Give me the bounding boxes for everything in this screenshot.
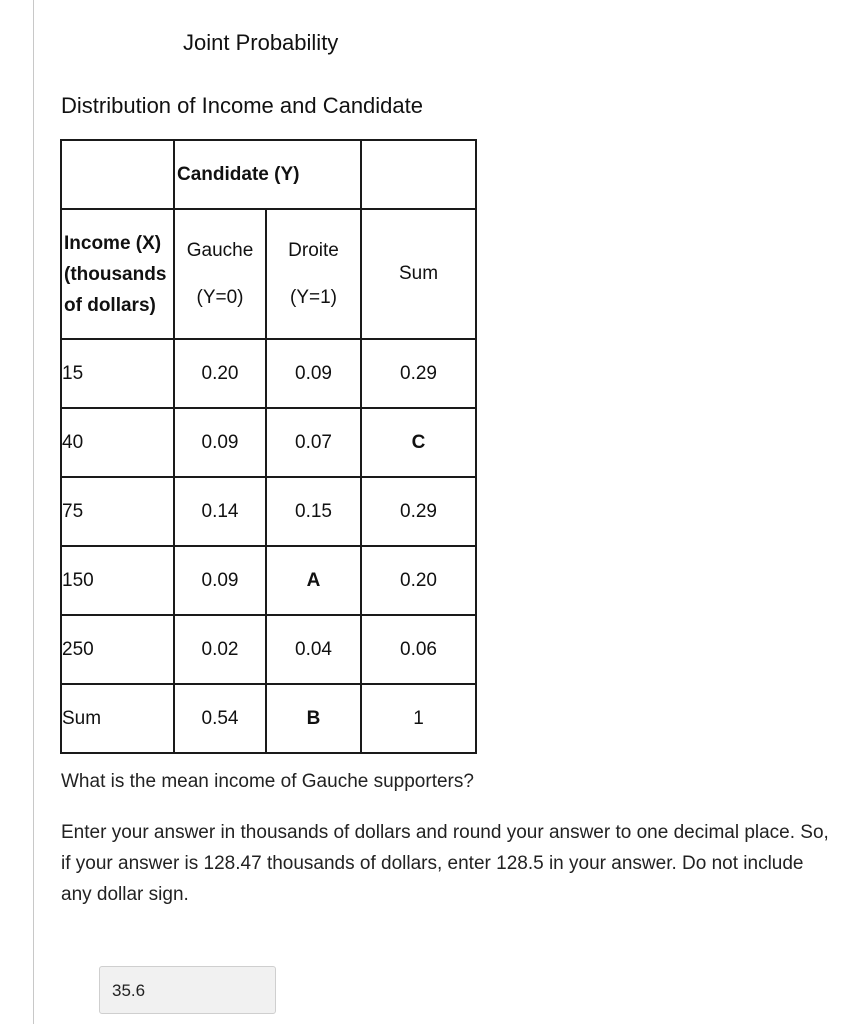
table-row bbox=[61, 615, 476, 684]
row-label: 150 bbox=[61, 546, 174, 615]
sum-cell: 1 bbox=[361, 684, 476, 753]
gauche-name: Gauche bbox=[186, 240, 254, 261]
gauche-cell: 0.09 bbox=[174, 408, 266, 477]
income-label-line: of dollars) bbox=[64, 294, 156, 316]
table-row bbox=[61, 477, 476, 546]
droite-code: (Y=1) bbox=[290, 287, 337, 308]
gauche-cell: 0.02 bbox=[174, 615, 266, 684]
candidate-label: Candidate (Y) bbox=[177, 163, 300, 185]
candidate-header-cell bbox=[174, 140, 361, 209]
row-label: 75 bbox=[61, 477, 174, 546]
empty-header-cell bbox=[361, 140, 476, 209]
gauche-cell: 0.14 bbox=[174, 477, 266, 546]
gauche-cell: 0.54 bbox=[174, 684, 266, 753]
table-row bbox=[61, 339, 476, 408]
sum-cell-unknown-c: C bbox=[361, 408, 476, 477]
answer-input[interactable]: 35.6 bbox=[99, 966, 276, 1014]
droite-cell: 0.09 bbox=[266, 339, 361, 408]
gauche-cell: 0.20 bbox=[174, 339, 266, 408]
page-heading: Joint Probability bbox=[183, 30, 339, 55]
droite-cell-unknown-a: A bbox=[266, 546, 361, 615]
question-text: What is the mean income of Gauche supporters? bbox=[61, 771, 474, 792]
droite-cell: 0.07 bbox=[266, 408, 361, 477]
row-label: 40 bbox=[61, 408, 174, 477]
sum-cell: 0.29 bbox=[361, 339, 476, 408]
gauche-header-cell bbox=[174, 209, 266, 339]
income-label-line: (thousands bbox=[64, 263, 167, 285]
income-header-cell bbox=[61, 209, 174, 339]
sum-cell: 0.20 bbox=[361, 546, 476, 615]
droite-cell-unknown-b: B bbox=[266, 684, 361, 753]
instructions-text: Enter your answer in thousands of dollars and round your answer to one decimal place. So, if your answer is 128.47 thousands of dollars, enter 128.5 in your answer. Do not include any dollar sign. bbox=[61, 822, 829, 905]
droite-name: Droite bbox=[288, 240, 339, 261]
gauche-code: (Y=0) bbox=[196, 287, 244, 308]
table-sum-row bbox=[61, 684, 476, 753]
table-row bbox=[61, 546, 476, 615]
joint-probability-table bbox=[60, 139, 477, 754]
row-label: Sum bbox=[61, 684, 174, 753]
empty-corner-cell bbox=[61, 140, 174, 209]
table-header-row bbox=[61, 140, 476, 209]
table-row bbox=[61, 408, 476, 477]
income-label bbox=[62, 228, 173, 321]
row-label: 250 bbox=[61, 615, 174, 684]
sum-cell: 0.06 bbox=[361, 615, 476, 684]
droite-header-cell bbox=[266, 209, 361, 339]
left-border-line bbox=[33, 0, 34, 1024]
table-subheader-row bbox=[61, 209, 476, 339]
row-label: 15 bbox=[61, 339, 174, 408]
droite-cell: 0.04 bbox=[266, 615, 361, 684]
table-title: Distribution of Income and Candidate bbox=[61, 93, 423, 118]
income-label-line: Income (X) bbox=[64, 232, 162, 254]
gauche-cell: 0.09 bbox=[174, 546, 266, 615]
sum-cell: 0.29 bbox=[361, 477, 476, 546]
droite-cell: 0.15 bbox=[266, 477, 361, 546]
sum-header-cell: Sum bbox=[361, 209, 476, 339]
